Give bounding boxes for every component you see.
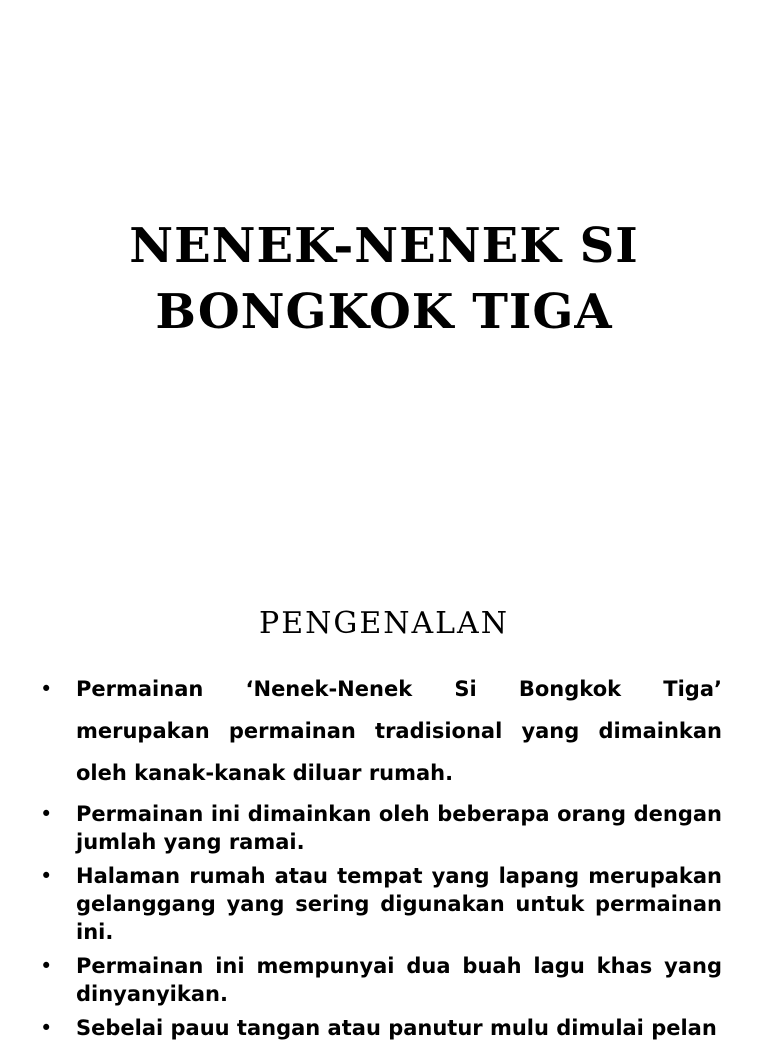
bullet-icon: • bbox=[40, 864, 53, 888]
bullet-item bbox=[40, 952, 722, 1008]
bullet-item bbox=[40, 668, 722, 794]
bullet-text: Permainan ini dimainkan oleh beberapa orang dengan jumlah yang ramai. bbox=[76, 802, 722, 854]
bullet-icon: • bbox=[40, 1016, 53, 1040]
slide-title-line-2: BONGKOK TIGA bbox=[155, 284, 613, 340]
bullet-icon: • bbox=[40, 677, 53, 701]
bullet-icon: • bbox=[40, 802, 53, 826]
bullet-text: Halaman rumah atau tempat yang lapang merupakan gelanggang yang sering digunakan untuk permainan ini. bbox=[76, 864, 722, 944]
slide-title bbox=[0, 213, 768, 345]
bullet-item bbox=[40, 800, 722, 856]
bullet-icon: • bbox=[40, 954, 53, 978]
bullet-text: Permainan ‘Nenek-Nenek Si Bongkok Tiga’ merupakan permainan tradisional yang dimainkan oleh kanak-kanak diluar rumah. bbox=[76, 677, 722, 785]
content-slide bbox=[0, 560, 768, 1040]
bullet-item bbox=[40, 862, 722, 946]
bullet-list bbox=[40, 674, 722, 1048]
bullet-item bbox=[40, 1014, 722, 1042]
slide-title-line-1: NENEK-NENEK SI bbox=[129, 218, 639, 274]
section-heading: PENGENALAN bbox=[259, 606, 509, 641]
bullet-text: Sebelai pauu tangan atau panutur mulu dimulai pelan bbox=[76, 1016, 717, 1040]
bullet-text: Permainan ini mempunyai dua buah lagu khas yang dinyanyikan. bbox=[76, 954, 722, 1006]
